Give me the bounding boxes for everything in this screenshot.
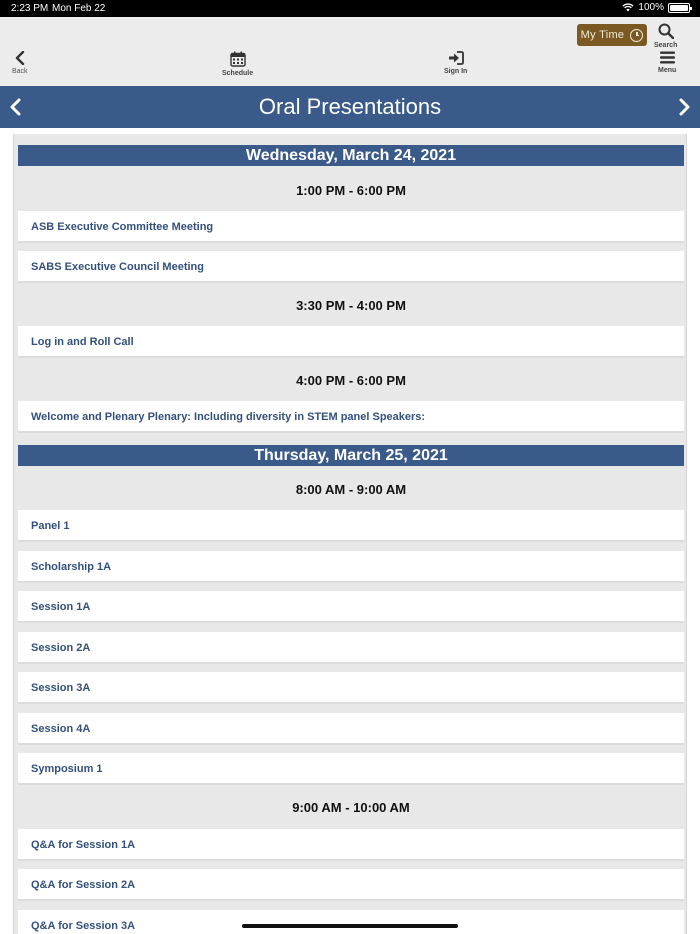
list-item[interactable]: Session 2A [18, 632, 684, 664]
list-item[interactable]: ASB Executive Committee Meeting [18, 211, 684, 243]
battery-icon [668, 3, 690, 13]
time-slot-label: 8:00 AM - 9:00 AM [295, 482, 407, 497]
list-item[interactable]: Welcome and Plenary Plenary: Including diversity in STEM panel Speakers: [18, 401, 684, 433]
page-title: Oral Presentations [258, 94, 442, 119]
time-slot-label: 4:00 PM - 6:00 PM [296, 373, 406, 388]
menu-button[interactable] [658, 51, 676, 74]
search-icon [658, 23, 674, 39]
schedule-list[interactable] [13, 134, 687, 934]
sign-in-button[interactable] [444, 51, 467, 75]
next-page-chevron-icon[interactable] [674, 97, 694, 117]
menu-label: Menu [658, 67, 677, 74]
back-label: Back [12, 68, 28, 75]
top-toolbar [0, 17, 700, 86]
sign-in-label: Sign In [444, 68, 468, 75]
wifi-icon [622, 3, 634, 12]
list-item[interactable]: Log in and Roll Call [18, 326, 684, 358]
list-item[interactable]: Q&A for Session 1A [18, 829, 684, 861]
list-item[interactable]: Session 1A [18, 591, 684, 623]
schedule-label: Schedule [222, 70, 254, 77]
my-time-label: My Time [580, 29, 625, 41]
list-item[interactable]: Q&A for Session 2A [18, 869, 684, 901]
day-header: Wednesday, March 24, 2021 [18, 145, 684, 166]
home-indicator[interactable] [242, 924, 458, 928]
list-item[interactable]: Scholarship 1A [18, 551, 684, 583]
back-button[interactable] [12, 51, 28, 75]
time-slot-label: 1:00 PM - 6:00 PM [296, 183, 406, 198]
day-header: Thursday, March 25, 2021 [18, 445, 684, 466]
status-right [622, 2, 690, 13]
clock-icon [630, 29, 643, 42]
list-item[interactable]: Session 3A [18, 672, 684, 704]
search-button[interactable] [654, 23, 677, 49]
battery-percent: 100% [638, 2, 664, 13]
list-item[interactable]: Session 4A [18, 713, 684, 745]
status-time: 2:23 PM [11, 3, 49, 14]
calendar-icon [230, 51, 246, 67]
list-item[interactable]: SABS Executive Council Meeting [18, 251, 684, 283]
chevron-left-icon [14, 51, 26, 65]
sign-in-icon [448, 51, 464, 65]
list-item[interactable]: Symposium 1 [18, 753, 684, 785]
status-bar [0, 0, 700, 17]
list-item[interactable]: Q&A for Session 3A [18, 910, 684, 934]
title-bar [0, 86, 700, 128]
my-time-button[interactable] [577, 24, 647, 46]
hamburger-menu-icon [660, 51, 675, 64]
search-label: Search [654, 42, 678, 49]
status-date: Mon Feb 22 [52, 3, 106, 14]
schedule-button[interactable] [222, 51, 253, 77]
time-slot-label: 3:30 PM - 4:00 PM [296, 298, 406, 313]
time-slot-label: 9:00 AM - 10:00 AM [292, 800, 410, 815]
list-item[interactable]: Panel 1 [18, 510, 684, 542]
